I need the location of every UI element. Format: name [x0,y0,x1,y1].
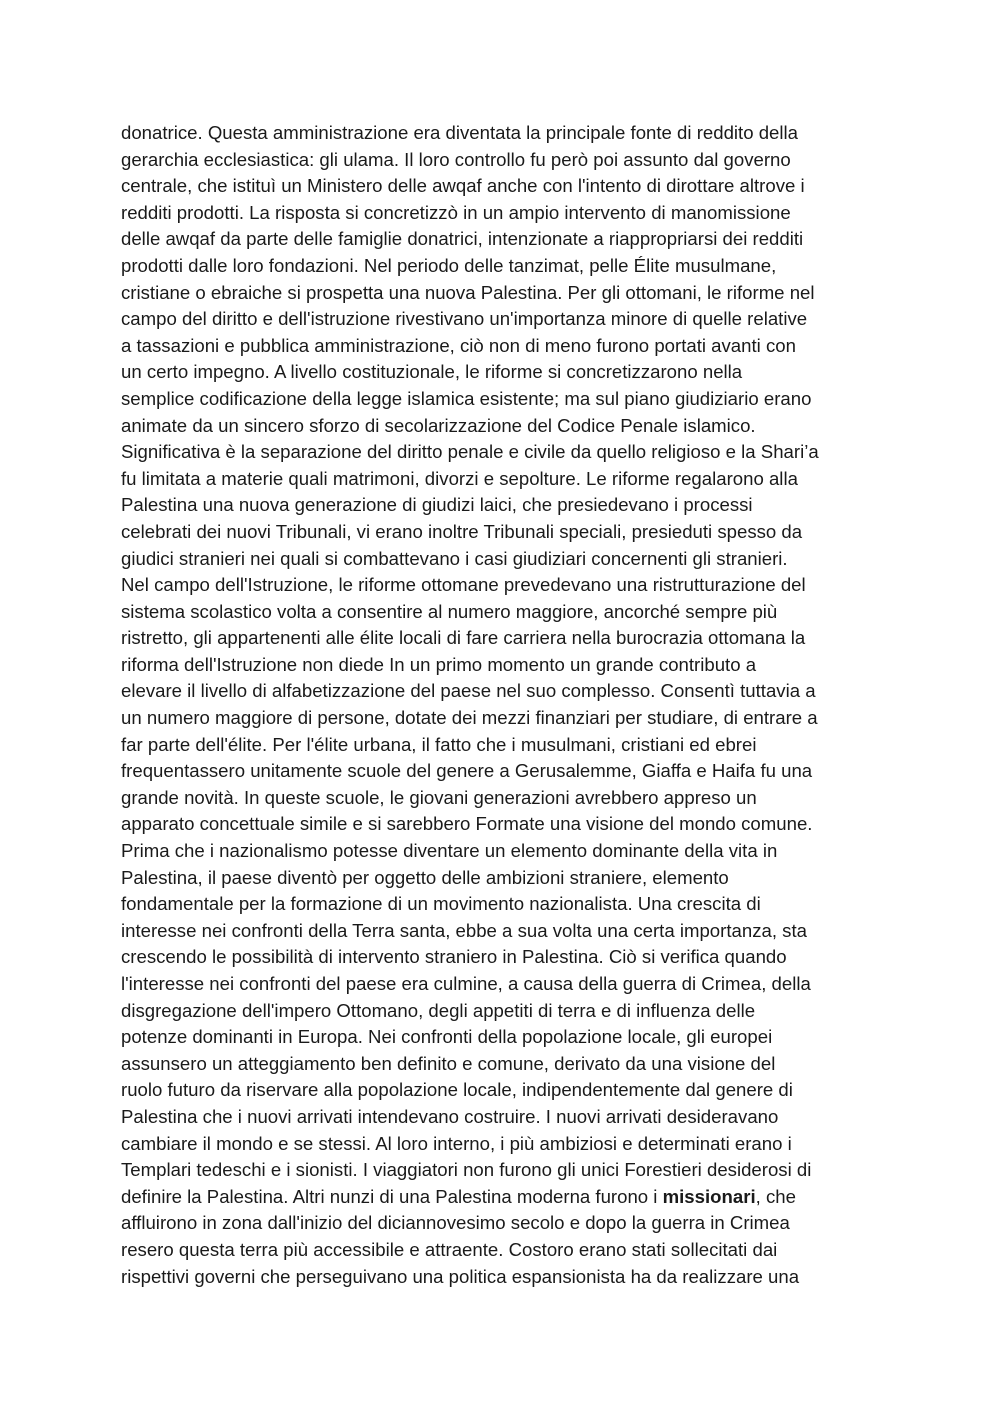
text-line: animate da un sincero sforzo di secolarizzazione del Codice Penale islamico. [121,414,756,436]
text-line: delle awqaf da parte delle famiglie donatrici, intenzionate a riappropriarsi dei redditi [121,228,804,250]
text-line: centrale, che istituì un Ministero delle awqaf anche con l'intento di dirottare altrove i [121,175,805,197]
text-line: cambiare il mondo e se stessi. Al loro interno, i più ambiziosi e determinati erano i [121,1132,792,1154]
body-text [121,120,901,1290]
text-line: frequentassero unitamente scuole del genere a Gerusalemme, Giaffa e Haifa fu una [121,760,813,782]
text-line: a tassazioni e pubblica amministrazione, ciò non di meno furono portati avanti con [121,334,796,356]
text-line: apparato concettuale simile e si sarebbero Formate una visione del mondo comune. [121,813,813,835]
text-line: fu limitata a materie quali matrimoni, divorzi e sepolture. Le riforme regalarono alla [121,467,798,489]
text-line: Palestina una nuova generazione di giudizi laici, che presiedevano i processi [121,494,753,516]
text-line: Nel campo dell'Istruzione, le riforme ottomane prevedevano una ristrutturazione del [121,574,806,596]
text-line: giudici stranieri nei quali si combattevano i casi giudiziari concernenti gli stranieri. [121,547,788,569]
text-line: crescendo le possibilità di intervento straniero in Palestina. Ciò si verifica quando [121,946,787,968]
text-line: far parte dell'élite. Per l'élite urbana, il fatto che i musulmani, cristiani ed ebrei [121,733,757,755]
text-line: sistema scolastico volta a consentire al numero maggiore, ancorché sempre più [121,600,778,622]
text-line: prodotti dalle loro fondazioni. Nel periodo delle tanzimat, pelle Élite musulmane, [121,254,777,276]
text-line: disgregazione dell'impero Ottomano, degli appetiti di terra e di influenza delle [121,999,756,1021]
bold-term: missionari [662,1185,756,1207]
text-line: Templari tedeschi e i sionisti. I viaggiatori non furono gli unici Forestieri desiderosi di [121,1159,812,1181]
text-line: interesse nei confronti della Terra santa, ebbe a sua volta una certa importanza, sta [121,919,807,941]
text-line: Significativa è la separazione del diritto penale e civile da quello religioso e la Shari’a [121,441,819,463]
text-line: Palestina, il paese diventò per oggetto delle ambizioni straniere, elemento [121,866,729,888]
text-line: donatrice. Questa amministrazione era diventata la principale fonte di reddito della [121,122,798,143]
text-line: Palestina che i nuovi arrivati intendevano costruire. I nuovi arrivati desideravano [121,1105,779,1127]
text-line: potenze dominanti in Europa. Nei confronti della popolazione locale, gli europei [121,1026,773,1048]
text-line: cristiane o ebraiche si prospetta una nuova Palestina. Per gli ottomani, le riforme nel [121,281,815,303]
text-line: semplice codificazione della legge islamica esistente; ma sul piano giudiziario erano [121,387,812,409]
text-line: rispettivi governi che perseguivano una politica espansionista ha da realizzare una [121,1265,800,1287]
text-line: celebrati dei nuovi Tribunali, vi erano inoltre Tribunali speciali, presieduti spesso da [121,520,803,542]
text-line: resero questa terra più accessibile e attraente. Costoro erano stati sollecitati dai [121,1238,778,1260]
text-line [121,1184,901,1211]
text-line: affluirono in zona dall'inizio del diciannovesimo secolo e dopo la guerra in Crimea [121,1212,790,1234]
text-line: un numero maggiore di persone, dotate dei mezzi finanziari per studiare, di entrare a [121,707,818,729]
text-line: un certo impegno. A livello costituzionale, le riforme si concretizzarono nella [121,361,743,383]
text-line: campo del diritto e dell'istruzione rivestivano un'importanza minore di quelle relative [121,308,808,330]
text-line: elevare il livello di alfabetizzazione del paese nel suo complesso. Consentì tuttavia a [121,680,816,702]
text-line: ristretto, gli appartenenti alle élite locali di fare carriera nella burocrazia ottomana la [121,627,806,649]
text-segment: definire la Palestina. Altri nunzi di una Palestina moderna furono i [121,1185,663,1207]
text-line: riforma dell'Istruzione non diede In un primo momento un grande contributo a [121,653,757,675]
text-line: l'interesse nei confronti del paese era culmine, a causa della guerra di Crimea, della [121,973,811,994]
text-line: fondamentale per la formazione di un movimento nazionalista. Una crescita di [121,893,761,915]
text-line: grande novità. In queste scuole, le giovani generazioni avrebbero appreso un [121,786,757,808]
text-line: assunsero un atteggiamento ben definito e comune, derivato da una visione del [121,1052,776,1074]
text-line: Prima che i nazionalismo potesse diventare un elemento dominante della vita in [121,840,778,862]
text-line: ruolo futuro da riservare alla popolazione locale, indipendentemente dal genere di [121,1079,793,1101]
text-line: gerarchia ecclesiastica: gli ulama. Il loro controllo fu però poi assunto dal governo [121,148,791,170]
text-line: redditi prodotti. La risposta si concretizzò in un ampio intervento di manomissione [121,201,791,223]
text-segment: , che [755,1185,796,1207]
